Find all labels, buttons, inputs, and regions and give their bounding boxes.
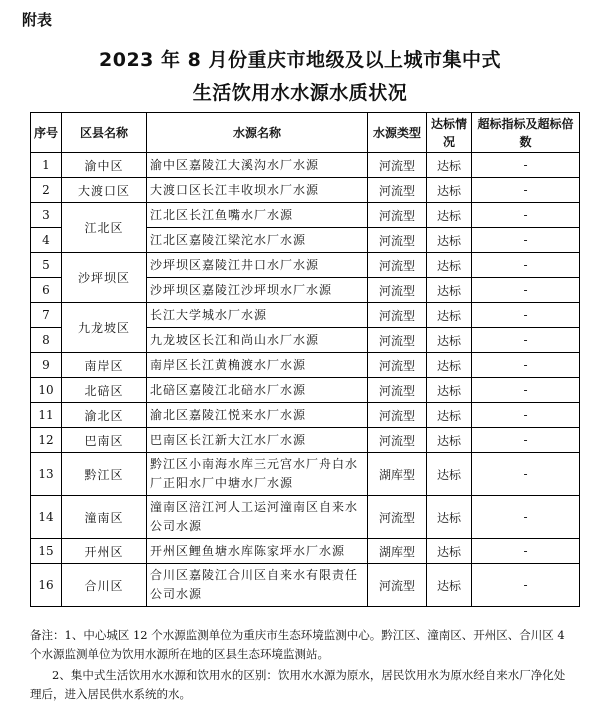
header-status: 达标情况 <box>427 113 472 153</box>
table-row <box>31 428 580 453</box>
cell-seq: 10 <box>31 378 62 403</box>
cell-seq: 11 <box>31 403 62 428</box>
cell-seq: 1 <box>31 153 62 178</box>
cell-district: 江北区 <box>62 203 147 253</box>
table-row <box>31 203 580 228</box>
table-row <box>31 153 580 178</box>
cell-type: 河流型 <box>368 153 427 178</box>
cell-source: 巴南区长江新大江水厂水源 <box>147 428 368 453</box>
cell-seq: 13 <box>31 453 62 496</box>
table-row <box>31 564 580 607</box>
cell-type: 河流型 <box>368 496 427 539</box>
cell-status: 达标 <box>427 453 472 496</box>
appendix-label: 附表 <box>22 11 53 29</box>
cell-source: 南岸区长江黄桷渡水厂水源 <box>147 353 368 378</box>
footnote-2: 2、集中式生活饮用水水源和饮用水的区别：饮用水水源为原水，居民饮用水为原水经自来水厂净化处理后，进入居民供水系统的水。 <box>30 668 566 701</box>
cell-status: 达标 <box>427 539 472 564</box>
cell-exceed: - <box>472 428 580 453</box>
cell-status: 达标 <box>427 564 472 607</box>
cell-source: 潼南区涪江河人工运河潼南区自来水公司水源 <box>147 496 368 539</box>
table-row <box>31 403 580 428</box>
cell-seq: 2 <box>31 178 62 203</box>
cell-type: 河流型 <box>368 428 427 453</box>
cell-status: 达标 <box>427 203 472 228</box>
cell-source: 江北区嘉陵江梁沱水厂水源 <box>147 228 368 253</box>
cell-type: 湖库型 <box>368 453 427 496</box>
cell-district: 巴南区 <box>62 428 147 453</box>
cell-exceed: - <box>472 496 580 539</box>
cell-source: 开州区鲤鱼塘水库陈家坪水厂水源 <box>147 539 368 564</box>
cell-source: 北碚区嘉陵江北碚水厂水源 <box>147 378 368 403</box>
cell-source: 大渡口区长江丰收坝水厂水源 <box>147 178 368 203</box>
cell-seq: 16 <box>31 564 62 607</box>
cell-status: 达标 <box>427 303 472 328</box>
cell-type: 河流型 <box>368 328 427 353</box>
cell-exceed: - <box>472 378 580 403</box>
cell-source: 黔江区小南海水库三元宫水厂舟白水厂正阳水厂中塘水厂水源 <box>147 453 368 496</box>
cell-source: 沙坪坝区嘉陵江井口水厂水源 <box>147 253 368 278</box>
cell-exceed: - <box>472 353 580 378</box>
cell-status: 达标 <box>427 378 472 403</box>
cell-type: 湖库型 <box>368 539 427 564</box>
table-row <box>31 453 580 496</box>
cell-status: 达标 <box>427 178 472 203</box>
cell-source: 江北区长江鱼嘴水厂水源 <box>147 203 368 228</box>
cell-district: 沙坪坝区 <box>62 253 147 303</box>
table-row <box>31 353 580 378</box>
cell-district: 渝北区 <box>62 403 147 428</box>
cell-exceed: - <box>472 328 580 353</box>
cell-status: 达标 <box>427 353 472 378</box>
cell-exceed: - <box>472 153 580 178</box>
header-source-name: 水源名称 <box>147 113 368 153</box>
cell-seq: 15 <box>31 539 62 564</box>
footnote-1: 备注：1、中心城区 12 个水源监测单位为重庆市生态环境监测中心。黔江区、潼南区、开州区、合川区 4 个水源监测单位为饮用水源所在地的区县生态环境监测站。 <box>30 628 565 661</box>
cell-type: 河流型 <box>368 303 427 328</box>
cell-status: 达标 <box>427 428 472 453</box>
cell-district: 渝中区 <box>62 153 147 178</box>
cell-type: 河流型 <box>368 403 427 428</box>
cell-status: 达标 <box>427 153 472 178</box>
cell-type: 河流型 <box>368 278 427 303</box>
cell-exceed: - <box>472 539 580 564</box>
cell-seq: 12 <box>31 428 62 453</box>
cell-seq: 5 <box>31 253 62 278</box>
cell-status: 达标 <box>427 278 472 303</box>
cell-source: 合川区嘉陵江合川区自来水有限责任公司水源 <box>147 564 368 607</box>
cell-type: 河流型 <box>368 203 427 228</box>
water-quality-table <box>30 112 580 607</box>
header-district: 区县名称 <box>62 113 147 153</box>
cell-exceed: - <box>472 564 580 607</box>
cell-source: 长江大学城水厂水源 <box>147 303 368 328</box>
footnotes <box>30 626 575 704</box>
cell-status: 达标 <box>427 253 472 278</box>
table-row <box>31 378 580 403</box>
cell-seq: 4 <box>31 228 62 253</box>
table-row <box>31 178 580 203</box>
cell-exceed: - <box>472 403 580 428</box>
cell-district: 黔江区 <box>62 453 147 496</box>
cell-district: 开州区 <box>62 539 147 564</box>
cell-exceed: - <box>472 203 580 228</box>
cell-status: 达标 <box>427 403 472 428</box>
page-subtitle: 生活饮用水水源水质状况 <box>192 82 408 104</box>
cell-exceed: - <box>472 453 580 496</box>
cell-seq: 7 <box>31 303 62 328</box>
table-row <box>31 539 580 564</box>
cell-seq: 3 <box>31 203 62 228</box>
cell-district: 大渡口区 <box>62 178 147 203</box>
cell-district: 南岸区 <box>62 353 147 378</box>
cell-seq: 8 <box>31 328 62 353</box>
cell-status: 达标 <box>427 496 472 539</box>
cell-district: 北碚区 <box>62 378 147 403</box>
cell-type: 河流型 <box>368 378 427 403</box>
cell-seq: 6 <box>31 278 62 303</box>
cell-type: 河流型 <box>368 353 427 378</box>
cell-source: 九龙坡区长江和尚山水厂水源 <box>147 328 368 353</box>
cell-seq: 14 <box>31 496 62 539</box>
cell-type: 河流型 <box>368 228 427 253</box>
table-row <box>31 496 580 539</box>
cell-type: 河流型 <box>368 253 427 278</box>
table-row <box>31 303 580 328</box>
table-header-row <box>31 113 580 153</box>
cell-exceed: - <box>472 253 580 278</box>
cell-exceed: - <box>472 278 580 303</box>
cell-status: 达标 <box>427 328 472 353</box>
table-row <box>31 253 580 278</box>
cell-type: 河流型 <box>368 564 427 607</box>
cell-district: 潼南区 <box>62 496 147 539</box>
header-source-type: 水源类型 <box>368 113 427 153</box>
cell-district: 合川区 <box>62 564 147 607</box>
cell-exceed: - <box>472 303 580 328</box>
header-seq: 序号 <box>31 113 62 153</box>
cell-source: 渝中区嘉陵江大溪沟水厂水源 <box>147 153 368 178</box>
cell-exceed: - <box>472 228 580 253</box>
cell-type: 河流型 <box>368 178 427 203</box>
cell-exceed: - <box>472 178 580 203</box>
cell-source: 沙坪坝区嘉陵江沙坪坝水厂水源 <box>147 278 368 303</box>
cell-status: 达标 <box>427 228 472 253</box>
cell-seq: 9 <box>31 353 62 378</box>
page-title: 2023 年 8 月份重庆市地级及以上城市集中式 <box>99 49 501 71</box>
cell-source: 渝北区嘉陵江悦来水厂水源 <box>147 403 368 428</box>
header-exceed: 超标指标及超标倍数 <box>472 113 580 153</box>
cell-district: 九龙坡区 <box>62 303 147 353</box>
